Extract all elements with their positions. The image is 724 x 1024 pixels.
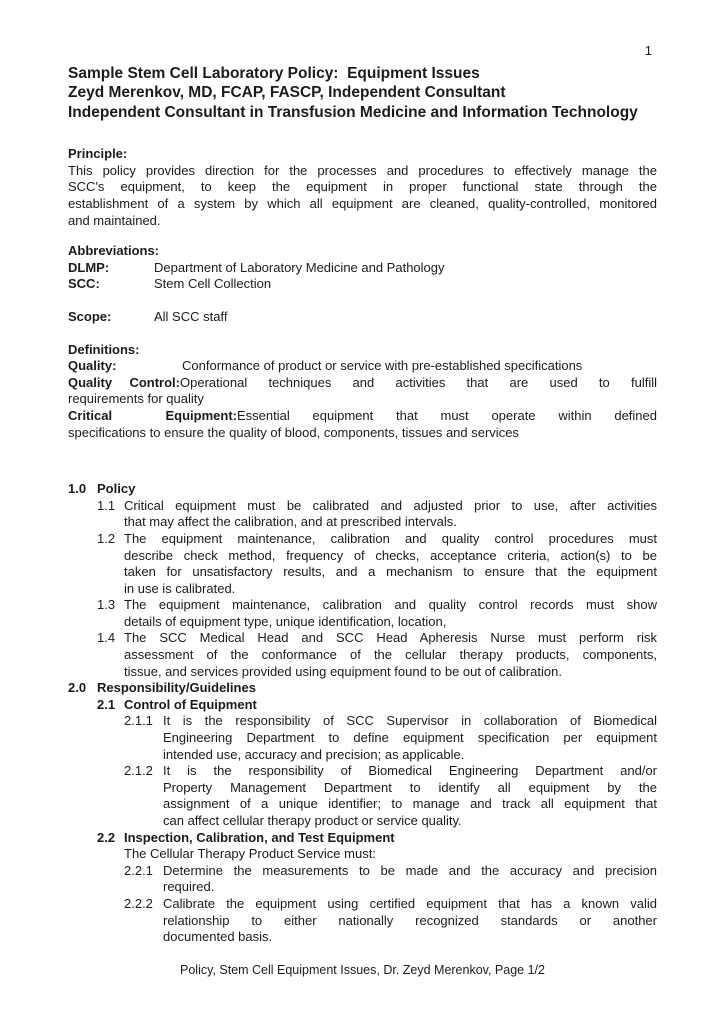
item-text xyxy=(163,896,657,946)
item-line: relationship to either nationally recognized standards or another xyxy=(163,912,657,928)
item-number: 2.1.2 xyxy=(124,763,153,779)
principle-heading: Principle: xyxy=(68,146,128,162)
item-text xyxy=(163,863,657,896)
item-text xyxy=(124,498,657,531)
definition-line xyxy=(68,375,657,392)
item-line: that may affect the calibration, and at prescribed intervals. xyxy=(124,514,457,530)
item-line: assignment of a unique identifier; to manage and track all equipment that xyxy=(163,796,657,812)
definition-line xyxy=(68,408,657,425)
subtitle-line: Independent Consultant in Transfusion Medicine and Information Technology xyxy=(68,103,638,121)
item-text xyxy=(124,597,657,630)
list-item-2-2-2 xyxy=(124,896,657,946)
item-line: taken for unsatisfactory results, and a mechanism to ensure that the equipment xyxy=(124,564,657,580)
abbreviation-row xyxy=(68,260,657,277)
document-header xyxy=(68,64,657,122)
item-line: can affect cellular therapy product or service quality. xyxy=(163,813,462,828)
definition-quality-control xyxy=(68,375,657,408)
author-line: Zeyd Merenkov, MD, FCAP, FASCP, Independent Consultant xyxy=(68,84,506,102)
item-text xyxy=(163,713,657,763)
subsection-title: Inspection, Calibration, and Test Equipment xyxy=(124,829,395,845)
item-text xyxy=(124,531,657,597)
subsection-heading-2-2 xyxy=(97,830,657,847)
scope-row xyxy=(68,309,657,326)
paragraph-line: and maintained. xyxy=(68,212,161,228)
item-line: details of equipment type, unique identification, location, xyxy=(124,613,447,629)
subsection-intro: The Cellular Therapy Product Service must: xyxy=(124,846,376,862)
policy-outline xyxy=(68,481,657,946)
abbreviation-definition: Stem Cell Collection xyxy=(154,276,272,292)
section-number: 1.0 xyxy=(68,481,87,497)
item-number: 1.2 xyxy=(97,530,116,546)
subsection-number: 2.2 xyxy=(97,829,116,845)
item-line: required. xyxy=(163,879,215,895)
list-item-1-1 xyxy=(97,498,657,531)
item-line: It is the responsibility of Biomedical Engineering Department and/or xyxy=(163,763,657,779)
item-line: Engineering Department to define equipment specification per equipment xyxy=(163,730,657,746)
paragraph-line: SCC's equipment, to keep the equipment in proper functional state through the xyxy=(68,179,657,195)
subsection-title: Control of Equipment xyxy=(124,696,257,712)
item-number: 1.3 xyxy=(97,597,116,613)
definition-quality xyxy=(68,358,657,375)
section-title: Responsibility/Guidelines xyxy=(97,680,256,696)
page-title: Sample Stem Cell Laboratory Policy: Equipment Issues xyxy=(68,65,480,82)
definition-term: Quality: xyxy=(68,358,117,374)
definition-text: Operational techniques and activities that are used to fulfill xyxy=(180,374,657,390)
list-item-2-1-1 xyxy=(124,713,657,763)
item-number: 2.2.1 xyxy=(124,862,153,878)
item-text xyxy=(124,630,657,680)
item-number: 1.4 xyxy=(97,630,116,646)
item-line: The equipment maintenance, calibration and quality control procedures must xyxy=(124,530,657,546)
item-line: The equipment maintenance, calibration and quality control records must show xyxy=(124,597,657,613)
subsection-heading-2-1 xyxy=(97,697,657,714)
principle-paragraph xyxy=(68,163,657,229)
definitions-heading: Definitions: xyxy=(68,341,140,357)
definition-critical-equipment xyxy=(68,408,657,441)
list-item-1-3 xyxy=(97,597,657,630)
item-number: 2.1.1 xyxy=(124,713,153,729)
paragraph-line: This policy provides direction for the processes and procedures to effectively manage the xyxy=(68,162,657,178)
section-number: 2.0 xyxy=(68,680,87,696)
definition-text: Conformance of product or service with pre-established specifications xyxy=(182,358,583,374)
list-item-2-2-1 xyxy=(124,863,657,896)
section-heading-1 xyxy=(68,481,657,498)
abbreviation-term: SCC: xyxy=(68,276,100,292)
section-heading-2 xyxy=(68,680,657,697)
item-line: intended use, accuracy and precision; as applicable. xyxy=(163,746,465,762)
item-number: 1.1 xyxy=(97,497,116,513)
subsection-number: 2.1 xyxy=(97,696,116,712)
definition-line: specifications to ensure the quality of blood, components, tissues and services xyxy=(68,424,519,440)
scope-label: Scope: xyxy=(68,308,112,324)
list-item-1-4 xyxy=(97,630,657,680)
definition-line xyxy=(68,358,657,375)
item-line: describe check method, frequency of checks, acceptance criteria, action(s) to be xyxy=(124,547,657,563)
paragraph-line: establishment of a system by which all equipment are cleaned, quality-controlled, monitored xyxy=(68,196,657,211)
definition-term: Quality Control: xyxy=(68,374,180,390)
list-item-1-2 xyxy=(97,531,657,597)
page-footer: Policy, Stem Cell Equipment Issues, Dr. Zeyd Merenkov, Page 1/2 xyxy=(180,963,545,977)
abbreviation-row xyxy=(68,276,657,293)
section-title: Policy xyxy=(97,481,136,497)
item-line: assessment of the conformance of the cellular therapy products, components, xyxy=(124,647,657,663)
definition-line: requirements for quality xyxy=(68,391,204,407)
definition-term: Critical Equipment: xyxy=(68,407,237,423)
item-line: It is the responsibility of SCC Supervisor in collaboration of Biomedical xyxy=(163,713,657,729)
scope-value: All SCC staff xyxy=(154,308,228,324)
page-number: 1 xyxy=(644,43,652,58)
document-content xyxy=(68,0,657,946)
item-text xyxy=(163,763,657,829)
abbreviation-term: DLMP: xyxy=(68,259,110,275)
item-line: in use is calibrated. xyxy=(124,580,236,596)
item-line: Property Management Department to identify all equipment by the xyxy=(163,779,657,795)
item-number: 2.2.2 xyxy=(124,895,153,911)
item-line: tissue, and services provided using equipment found to be out of calibration. xyxy=(124,663,562,679)
item-line: Determine the measurements to be made and the accuracy and precision xyxy=(163,862,657,878)
abbreviations-heading: Abbreviations: xyxy=(68,243,160,259)
item-line: documented basis. xyxy=(163,929,273,945)
item-line: Calibrate the equipment using certified equipment that has a known valid xyxy=(163,895,657,911)
list-item-2-1-2 xyxy=(124,763,657,829)
item-line: Critical equipment must be calibrated and adjusted prior to use, after activities xyxy=(124,497,657,513)
item-line: The SCC Medical Head and SCC Head Apheresis Nurse must perform risk xyxy=(124,630,657,646)
definition-text: Essential equipment that must operate within defined xyxy=(237,407,657,423)
abbreviation-definition: Department of Laboratory Medicine and Pathology xyxy=(154,259,445,275)
